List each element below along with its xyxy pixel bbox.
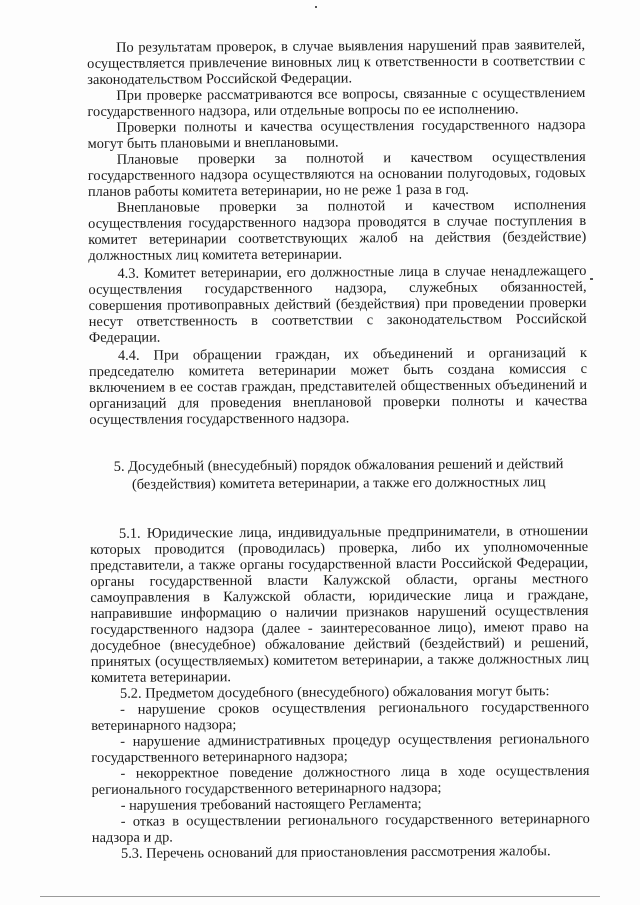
list-item-regulation-violation: - нарушения требований настоящего Регламента; — [120, 795, 422, 814]
list-item-incorrect-behavior: - некорректное поведение должностного лица в ходе осуществления регионального государственного ветеринарного надзора; — [91, 762, 590, 798]
scan-dot-right — [590, 278, 593, 280]
scan-dot-top — [315, 6, 317, 8]
section-5-heading: 5. Досудебный (внесудебный) порядок обжалования решений и действий (бездействия) комитета ветеринарии, а также его должностных лиц — [113, 456, 564, 493]
paragraph-unplanned-inspections: Внеплановые проверки за полнотой и качеством исполнения осуществления государственного надзора проводятся в случае поступления в комитет ветеринарии соответствующих жалоб на действия (бездействие) должностных лиц комитета ветеринарии. — [88, 196, 587, 264]
paragraph-5-3: 5.3. Перечень оснований для приостановления рассмотрения жалобы. — [120, 843, 551, 862]
paragraph-inspection-types: Проверки полноты и качества осуществления государственного надзора могут быть плановыми и внеплановыми. — [87, 116, 586, 152]
list-item-deadline-violation: - нарушение сроков осуществления регионального государственного ветеринарного надзора; — [91, 698, 590, 734]
scan-edge-bottom — [40, 896, 600, 897]
paragraph-planned-inspections: Плановые проверки за полнотой и качеством осуществления государственного надзора осуществляются на основании полугодовых, годовых планов работы комитета ветеринарии, но не реже 1 раза в год. — [87, 148, 586, 200]
paragraph-violations-liability: По результатам проверок, в случае выявления нарушений прав заявителей, осуществляется привлечение виновных лиц к ответственности в соответствии с законодательством Российской Федерации. — [87, 36, 586, 88]
paragraph-inspection-scope: При проверке рассматриваются все вопросы, связанные с осуществлением государственного надзора, или отдельные вопросы по ее исполнению. — [87, 84, 586, 120]
paragraph-5-2: 5.2. Предметом досудебного (внесудебного) обжалования могут быть: — [119, 683, 550, 702]
paragraph-4-3: 4.3. Комитет ветеринарии, его должностные лица в случае ненадлежащего осуществления государственного надзора, служебных обязанностей, совершения противоправных действий (бездействия) при проведении проверки несут ответственность в соответствии с законодательством Российской Федерации. — [88, 262, 587, 346]
paragraph-4-4: 4.4. При обращении граждан, их объединений и организаций к председателю комитета ветеринарии может быть создана комиссия с включением в ее состав граждан, представителей общественных объединений и организаций для проведения внеплановой проверки полноты и качества осуществления государственного надзора. — [88, 344, 588, 428]
section-5-body — [90, 523, 590, 862]
paragraph-5-1: 5.1. Юридические лица, индивидуальные предприниматели, в отношении которых проводится (проводилась) проверка, либо их уполномоченные представители, а также органы государственной власти Российской Федерации, органы государственной власти Калужской области, органы местного самоуправления в Калужской области, юридические лица и граждане, направившие информацию о наличии признаков нарушений осуществления государственного надзора (далее - заинтересованное лицо), имеют право на досудебное (внесудебное) обжалование действий (бездействий) и решений, принятых (осуществляемых) комитетом ветеринарии, а также должностных лиц комитета ветеринарии. — [90, 522, 589, 686]
list-item-refusal: - отказ в осуществлении регионального государственного ветеринарного надзора и др. — [91, 810, 590, 846]
document-text — [87, 37, 590, 862]
list-item-procedure-violation: - нарушение административных процедур осуществления регионального государственного ветеринарного надзора; — [91, 730, 590, 766]
